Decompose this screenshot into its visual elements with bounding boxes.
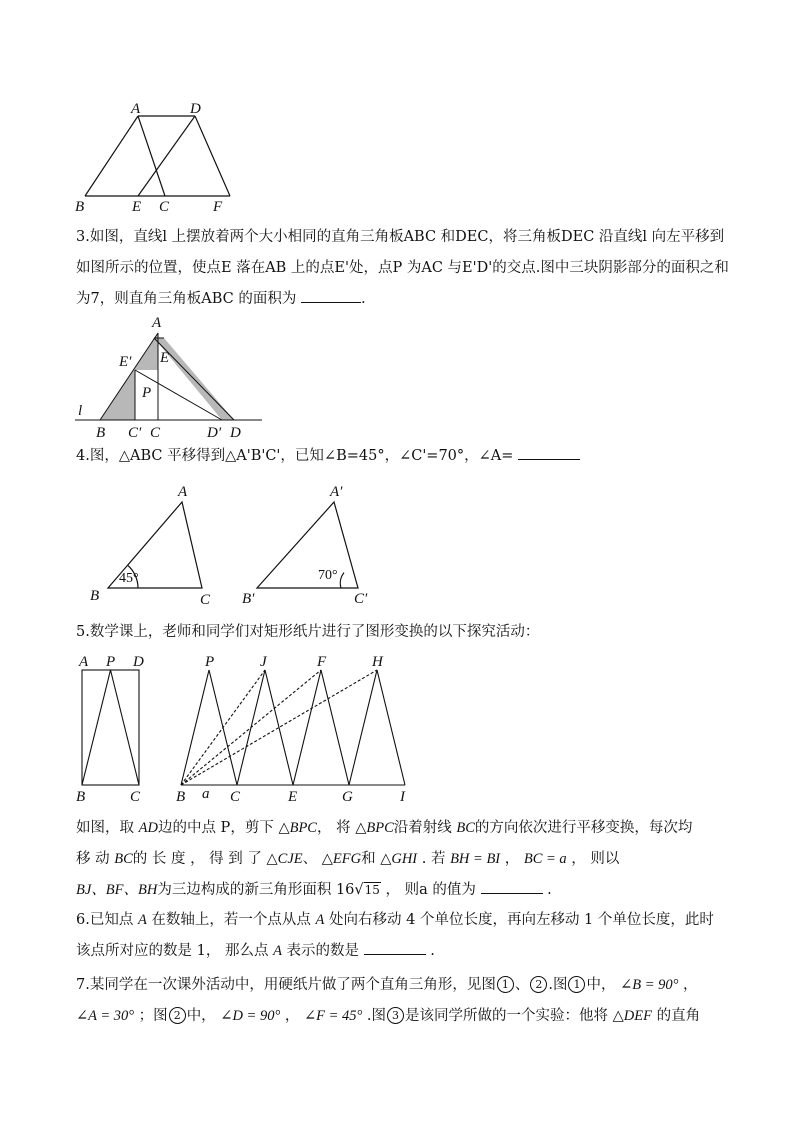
question-5-intro: 5.数学课上，老师和同学们对矩形纸片进行了图形变换的以下探究活动： (76, 624, 540, 640)
label-C: C (150, 425, 161, 441)
label-B: B (75, 199, 85, 215)
label-G: G (342, 789, 353, 805)
label-A: A (178, 484, 188, 500)
label-J: J (260, 654, 267, 670)
label-P: P (106, 654, 116, 670)
label-D: D (133, 654, 144, 670)
label-l: l (78, 403, 83, 419)
label-F: F (317, 654, 327, 670)
label-A: A (79, 654, 89, 670)
circled-3: 3 (387, 1007, 404, 1024)
label-A: A (152, 315, 162, 331)
answer-blank[interactable] (301, 302, 361, 303)
question-4-text: 4.图，△ABC 平移得到△A'B'C'，已知∠B=45°，∠C'=70°，∠A= (76, 441, 736, 472)
label-E: E (132, 199, 142, 215)
label-C: C (230, 789, 241, 805)
question-6-text: 6.已知点 A 在数轴上，若一个点从点 A 处向右移动 4 个单位长度，再向左移动 1 个单位长度，此时 该点所对应的数是 1， 那么点 A 表示的数是 . (76, 912, 714, 959)
label-E: E (288, 789, 298, 805)
label-C: C (130, 789, 141, 805)
figure-q5-rectangle (76, 652, 156, 804)
circled-1: 1 (497, 976, 514, 993)
label-B: B (90, 588, 100, 604)
label-C: C (200, 592, 211, 608)
label-D-prime: D′ (207, 425, 222, 441)
label-a: a (202, 786, 210, 802)
circled-1: 1 (568, 976, 585, 993)
label-H: H (372, 654, 383, 670)
label-C-prime: C′ (354, 591, 368, 607)
answer-blank[interactable] (518, 459, 580, 460)
label-P: P (205, 654, 215, 670)
figure-parallelogram (70, 98, 250, 216)
label-I: I (400, 789, 405, 805)
answer-blank[interactable] (364, 954, 426, 955)
label-B: B (96, 425, 106, 441)
question-5-body: 如图，取 AD边的中点 P，剪下 △BPC， 将 △BPC沿着射线 BC的方向依次进行平移变换，每次均 移 动 BC的 长 度 ， 得 到 了 △CJE、 △EFG和 △GHI . 若 BH = BI ， BC = a ， 则以 BJ、BF、BH为三边构成的新三角形面积 16√15 ， 则a 的值为 . (76, 820, 693, 898)
label-F: F (213, 199, 223, 215)
question-7-text: 7.某同学在一次课外活动中，用硬纸片做了两个直角三角形，见图 1 、 2 .图 1 中， ∠B = 90° ， ∠A = 30° ；图 2 中， ∠D = 90° ， ∠F = 45° .图 3 是该同学所做的一个实验：他将 △DEF 的直角 (76, 977, 701, 1024)
label-B-prime: B′ (242, 591, 255, 607)
circled-2: 2 (169, 1007, 186, 1024)
sqrt-radicand: 15 (364, 883, 380, 897)
angle-B-label: 45° (119, 571, 139, 586)
label-A-prime: A′ (330, 484, 343, 500)
label-C-prime: C′ (128, 425, 142, 441)
angle-C-prime-label: 70° (318, 568, 338, 583)
label-D: D (230, 425, 241, 441)
label-A: A (131, 101, 141, 117)
label-B: B (76, 789, 86, 805)
label-E-prime: E′ (119, 354, 132, 370)
figure-q5-translations (172, 652, 417, 804)
label-C: C (159, 199, 170, 215)
label-D: D (190, 101, 201, 117)
label-E: E (160, 350, 170, 366)
question-3-text: 3.如图，直线l 上摆放着两个大小相同的直角三角板ABC 和DEC，将三角板DEC 沿直线l 向左平移到如图所示的位置，使点E 落在AB 上的点E'处，点P 为AC 与E'D'的交点.图中三块阴影部分的面积之和为7，则直角三角板ABC 的面积为 . (76, 229, 729, 307)
label-B: B (176, 789, 186, 805)
label-P: P (142, 385, 152, 401)
figure-q3 (70, 313, 270, 443)
answer-blank[interactable] (481, 893, 543, 894)
circled-2: 2 (530, 976, 547, 993)
figure-q4 (78, 478, 388, 610)
